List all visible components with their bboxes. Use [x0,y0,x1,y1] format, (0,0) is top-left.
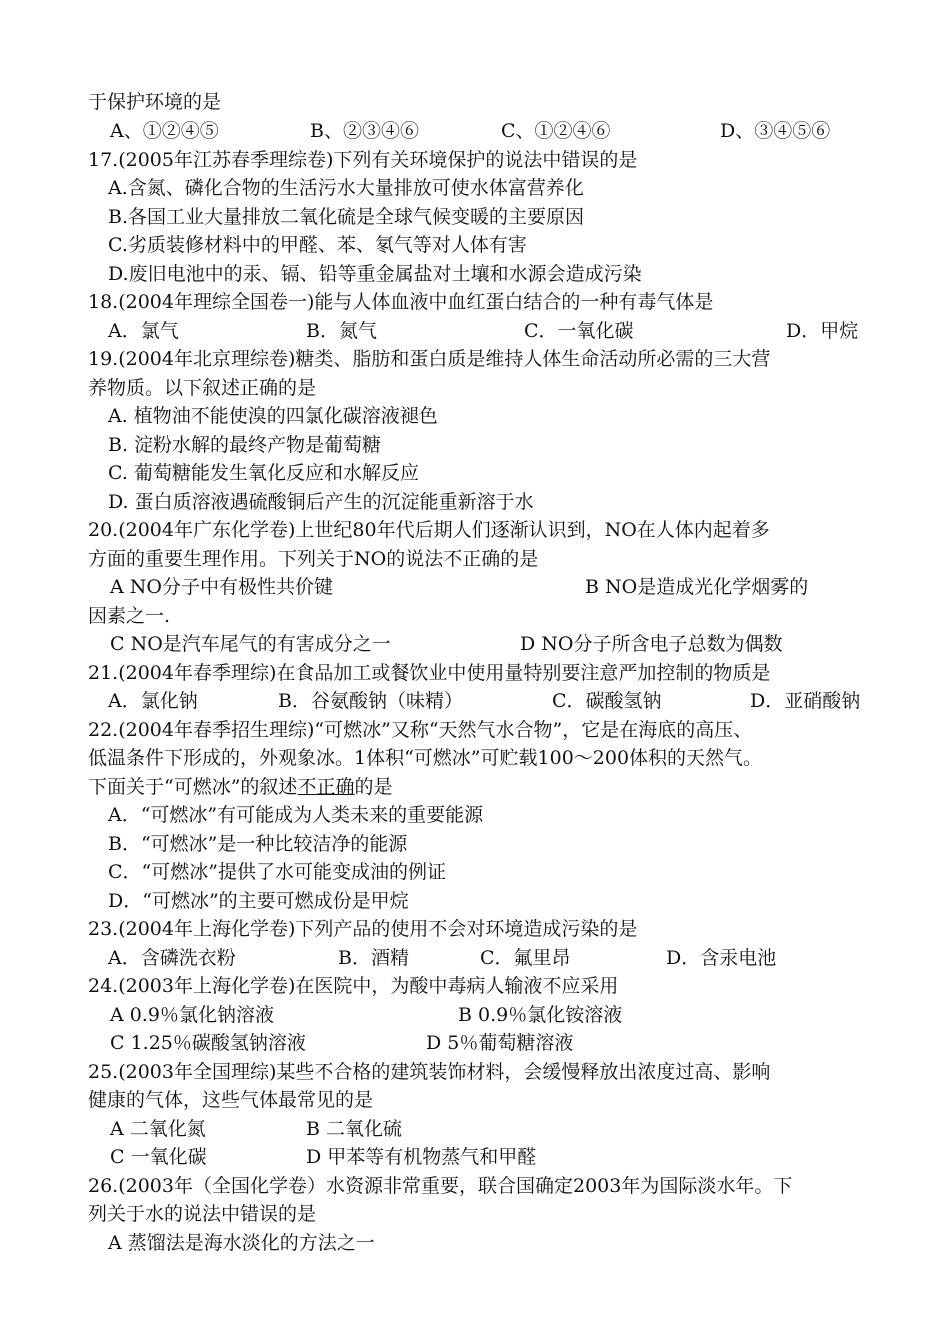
option-b: B 0.9％氯化铵溶液 [458,1004,623,1026]
option-row [88,944,868,972]
option-line [108,174,584,202]
text-line [88,773,392,801]
option-c: C. 葡萄糖能发生氧化反应和水解反应 [108,462,419,484]
option-line [108,858,446,886]
question-24 [88,972,618,1000]
question-text: 20.(2004年广东化学卷)上世纪80年代后期人们逐渐认识到，NO在人体内起着多 [88,519,770,541]
option-line [108,431,381,459]
option-c: C．氟里昂 [480,947,571,969]
text-line [88,602,170,630]
option-b: B NO是造成光化学烟雾的 [585,576,809,598]
option-b: B．氮气 [306,320,377,342]
option-row [88,317,868,345]
question-25 [88,1058,770,1086]
option-line [108,260,642,288]
option-a: A 0.9％氯化钠溶液 [110,1004,274,1026]
option-line [108,402,438,430]
question-22 [88,716,752,744]
option-b: B．谷氨酸钠（味精） [278,690,463,712]
option-d: D. 蛋白质溶液遇硫酸铜后产生的沉淀能重新溶于水 [108,491,534,513]
text-line [88,1086,373,1114]
question-text: 21.(2004年春季理综)在食品加工或餐饮业中使用量特别要注意严加控制的物质是 [88,662,771,684]
option-c: C、①②④⑥ [501,120,611,142]
option-c: C 1.25％碳酸氢钠溶液 [110,1032,306,1054]
option-row [88,687,868,715]
option-d: D．甲烷 [786,320,859,342]
option-line [108,1229,375,1257]
option-a: A 蒸馏法是海水淡化的方法之一 [108,1232,375,1254]
option-c: C．“可燃冰”提供了水可能变成油的例证 [108,861,446,883]
text-line [88,545,538,573]
option-row [88,630,868,658]
option-c: C 一氧化碳 [110,1146,207,1168]
option-a: A、①②④⑤ [110,120,219,142]
question-18 [88,288,713,316]
question-text: 健康的气体，这些气体最常见的是 [88,1089,374,1111]
text-line [88,88,221,116]
question-text: 17.(2005年江苏春季理综卷)下列有关环境保护的说法中错误的是 [88,149,638,171]
question-text: 22.(2004年春季招生理综)“可燃冰”又称“天然气水合物”，它是在海底的高压、 [88,719,753,741]
option-d: D 5％葡萄糖溶液 [426,1032,574,1054]
question-text: 的是 [354,776,393,798]
option-c: C.劣质装修材料中的甲醛、苯、氡气等对人体有害 [108,234,527,256]
text-line [88,374,316,402]
option-line [108,203,584,231]
question-text: 养物质。以下叙述正确的是 [88,377,317,399]
question-text: 方面的重要生理作用。下列关于NO的说法不正确的是 [88,548,539,570]
option-line [108,830,407,858]
question-text: 24.(2003年上海化学卷)在医院中，为酸中毒病人输液不应采用 [88,975,619,997]
question-text: 19.(2004年北京理综卷)糖类、脂肪和蛋白质是维持人体生命活动所必需的三大营 [88,348,771,370]
option-a: A.含氮、磷化合物的生活污水大量排放可使水体富营养化 [108,177,584,199]
option-line [108,801,483,829]
option-line [108,459,419,487]
option-c: C．碳酸氢钠 [552,690,662,712]
option-a: A 二氧化氮 [110,1118,206,1140]
underlined-text: 不正确 [297,776,355,798]
option-a: A．氯化钠 [108,690,198,712]
question-20 [88,516,770,544]
option-a: A．氯气 [108,320,179,342]
option-row [88,117,868,145]
option-line [108,488,534,516]
option-b: B．“可燃冰”是一种比较洁净的能源 [108,833,408,855]
option-b-continued: 因素之一. [88,605,171,627]
option-line [108,887,409,915]
option-row [88,1115,868,1143]
text-line [88,1200,316,1228]
text-line [88,744,762,772]
option-d: D NO分子所含电子总数为偶数 [520,633,783,655]
text: 于保护环境的是 [88,91,222,113]
question-text: 列关于水的说法中错误的是 [88,1203,317,1225]
question-17 [88,146,637,174]
option-row [88,1001,868,1029]
option-b: B．酒精 [338,947,409,969]
question-26 [88,1172,792,1200]
option-c: C NO是汽车尾气的有害成分之一 [110,633,391,655]
question-text: 26.(2003年（全国化学卷）水资源非常重要，联合国确定2003年为国际淡水年。下 [88,1175,793,1197]
question-text: 18.(2004年理综全国卷一)能与人体血液中血红蛋白结合的一种有毒气体是 [88,291,714,313]
option-d: D．含汞电池 [666,947,777,969]
question-23 [88,915,637,943]
option-b: B.各国工业大量排放二氧化硫是全球气候变暖的主要原因 [108,206,585,228]
option-d: D 甲苯等有机物蒸气和甲醛 [306,1146,537,1168]
option-d: D.废旧电池中的汞、镉、铅等重金属盐对土壤和水源会造成污染 [108,263,642,285]
option-b: B、②③④⑥ [310,120,419,142]
option-row [88,573,868,601]
option-d: D．亚硝酸钠 [750,690,861,712]
option-line [108,231,527,259]
question-text: 低温条件下形成的，外观象冰。1体积“可燃冰”可贮载100～200体积的天然气。 [88,747,763,769]
question-text: 25.(2003年全国理综)某些不合格的建筑装饰材料，会缓慢释放出浓度过高、影响 [88,1061,771,1083]
question-21 [88,659,770,687]
option-a: A. 植物油不能使溴的四氯化碳溶液褪色 [108,405,438,427]
option-row [88,1143,868,1171]
question-19 [88,345,770,373]
option-row [88,1029,868,1057]
question-text: 23.(2004年上海化学卷)下列产品的使用不会对环境造成污染的是 [88,918,638,940]
option-c: C．一氧化碳 [524,320,634,342]
option-d: D．“可燃冰”的主要可燃成份是甲烷 [108,890,409,912]
option-b: B. 淀粉水解的最终产物是葡萄糖 [108,434,382,456]
option-a: A．“可燃冰”有可能成为人类未来的重要能源 [108,804,484,826]
option-d: D、③④⑤⑥ [720,120,831,142]
question-text: 下面关于“可燃冰”的叙述 [88,776,298,798]
option-b: B 二氧化硫 [306,1118,403,1140]
option-a: A．含磷洗衣粉 [108,947,236,969]
option-a: A NO分子中有极性共价键 [110,576,333,598]
